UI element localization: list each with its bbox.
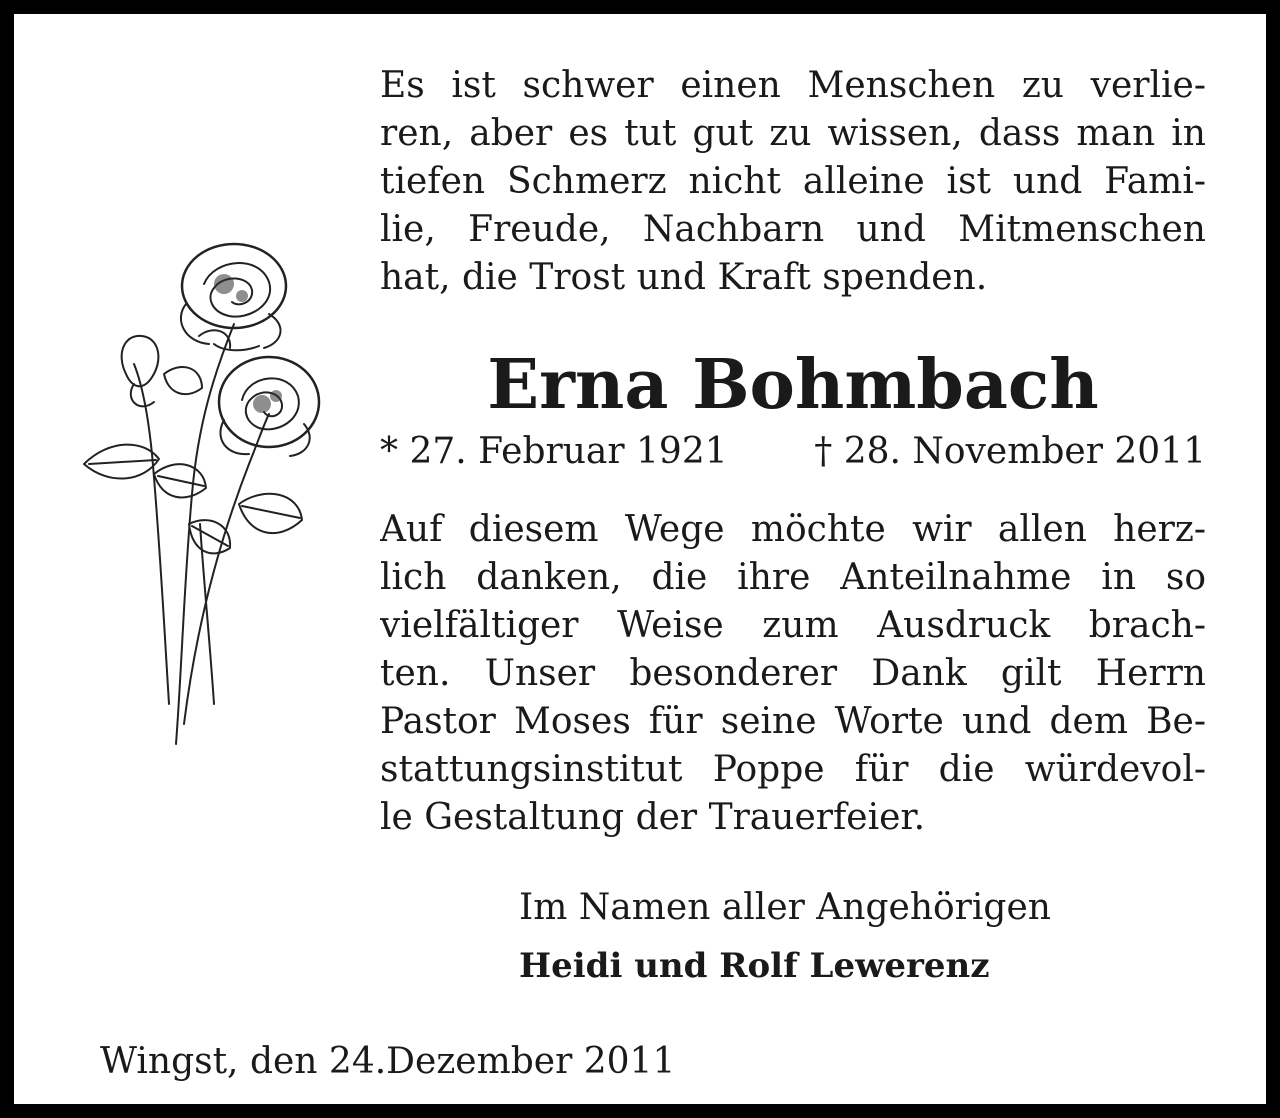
- quote-line: ren, aber es tut gut zu wissen, dass man in: [380, 113, 1206, 154]
- quote-line: tiefen Schmerz nicht alleine ist und Fami-: [380, 161, 1206, 202]
- quote-paragraph: [380, 62, 1206, 302]
- thanks-line: vielfältiger Weise zum Ausdruck brach-: [380, 605, 1206, 646]
- signature-intro: Im Namen aller Angehörigen: [519, 887, 1051, 928]
- life-dates: [380, 428, 1206, 476]
- thanks-line: Pastor Moses für seine Worte und dem Be-: [380, 701, 1206, 742]
- quote-line: hat, die Trost und Kraft spenden.: [380, 257, 988, 298]
- place-and-date: Wingst, den 24.Dezember 2011: [100, 1041, 676, 1082]
- quote-line: lie, Freude, Nachbarn und Mitmenschen: [380, 209, 1206, 250]
- birth-date: * 27. Februar 1921: [380, 431, 728, 472]
- rose-bouquet-icon: [64, 224, 344, 754]
- thanks-line: Auf diesem Wege möchte wir allen herz-: [380, 509, 1206, 550]
- thanks-paragraph: [380, 506, 1206, 842]
- thanks-line: stattungsinstitut Poppe für die würdevol-: [380, 749, 1206, 790]
- death-date: † 28. November 2011: [814, 431, 1206, 472]
- thanks-line: le Gestaltung der Trauerfeier.: [380, 797, 926, 838]
- thanks-line: ten. Unser besonderer Dank gilt Herrn: [380, 653, 1206, 694]
- deceased-name: Erna Bohmbach: [487, 345, 1099, 425]
- thanks-line: lich danken, die ihre Anteilnahme in so: [380, 557, 1206, 598]
- signature-names: Heidi und Rolf Lewerenz: [519, 946, 990, 986]
- quote-line: Es ist schwer einen Menschen zu verlie-: [380, 65, 1206, 106]
